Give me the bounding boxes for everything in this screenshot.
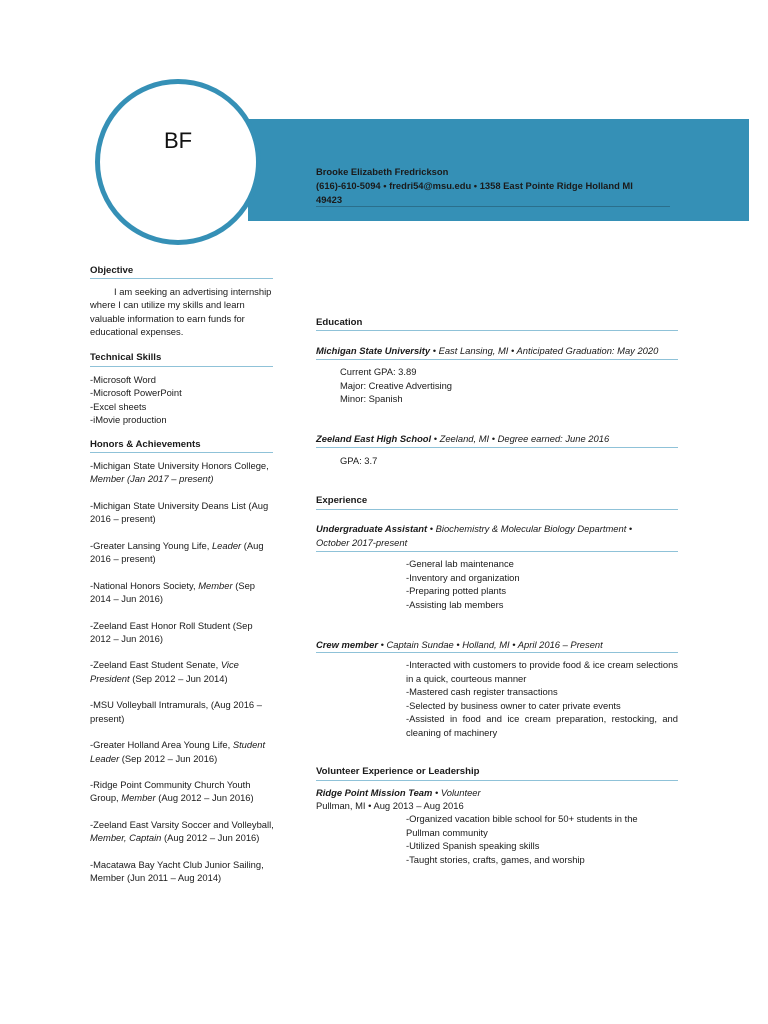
volunteer-duties: -Organized vacation bible school for 50+ students in the Pullman community -Utilized Spanish speaking skills -Taught stories, crafts, games, and worship — [406, 813, 638, 865]
contact-divider — [316, 206, 670, 207]
honor-item: -Macatawa Bay Yacht Club Junior Sailing, Member (Jun 2011 – Aug 2014) — [90, 858, 264, 884]
contact-line-1: (616)-610-5094 • fredri54@msu.edu • 1358 East Pointe Ridge Holland MI — [316, 180, 633, 191]
honor-item: -Greater Holland Area Young Life, Student Leader (Sep 2012 – Jun 2016) — [90, 739, 266, 764]
honor-item: -Zeeland East Student Senate, Vice President (Sep 2012 – Jun 2014) — [90, 659, 239, 684]
skill-item: -Excel sheets — [90, 400, 147, 412]
skill-item: -Microsoft Word — [90, 374, 156, 385]
honor-item: -Zeeland East Varsity Soccer and Volleyball, Member, Captain (Aug 2012 – Jun 2016) — [90, 819, 274, 844]
skills-rule — [90, 366, 273, 367]
skill-item: -iMovie production — [90, 413, 167, 425]
msu-details: Current GPA: 3.89 Major: Creative Advertising Minor: Spanish — [340, 366, 453, 404]
honor-item: -Michigan State University Deans List (Aug 2016 – present) — [90, 499, 269, 525]
objective-heading: Objective — [90, 265, 134, 276]
honor-item: -MSU Volleyball Intramurals, (Aug 2016 – present) — [90, 699, 262, 724]
job1-entry: Undergraduate Assistant • Biochemistry & Molecular Biology Department • October 2017-present — [316, 523, 633, 548]
zehs-entry: Zeeland East High School • Zeeland, MI • Degree earned: June 2016 — [316, 433, 610, 444]
contact-line-2: 49423 — [316, 194, 343, 205]
experience-heading: Experience — [316, 495, 368, 506]
initials: BF — [163, 128, 193, 153]
honors-rule — [90, 452, 273, 453]
honor-item: -Michigan State University Honors College, Member (Jan 2017 – present) — [90, 460, 269, 485]
honor-item: -Zeeland East Honor Roll Student (Sep 2012 – Jun 2016) — [90, 619, 253, 644]
objective-text: I am seeking an advertising internship where I can utilize my skills and learn valuable information to earn funds for educational expenses. — [90, 286, 272, 337]
msu-rule — [316, 359, 678, 360]
volunteer-rule — [316, 780, 678, 781]
honors-list — [90, 459, 276, 898]
job2-rule — [316, 652, 678, 653]
zehs-details: GPA: 3.7 — [340, 455, 378, 466]
volunteer-heading: Volunteer Experience or Leadership — [316, 766, 480, 777]
skill-item: -Microsoft PowerPoint — [90, 387, 182, 399]
job1-duties: -General lab maintenance -Inventory and organization -Preparing potted plants -Assisting lab members — [406, 558, 520, 610]
honor-item: -Greater Lansing Young Life, Leader (Aug 2016 – present) — [90, 539, 264, 565]
education-rule — [316, 330, 678, 331]
honor-item: -National Honors Society, Member (Sep 2014 – Jun 2016) — [90, 579, 256, 604]
job2-duties: -Interacted with customers to provide food & ice cream selections in a quick, courteous manner -Mastered cash register transactions -Selected by business owner to cater private events -Assisted in food and ice cream preparation, restocking, and cleaning of machinery — [406, 659, 678, 738]
msu-entry: Michigan State University • East Lansing, MI • Anticipated Graduation: May 2020 — [316, 345, 659, 356]
volunteer-team: Ridge Point Mission Team • Volunteer — [316, 787, 481, 798]
objective-rule — [90, 278, 273, 279]
zehs-rule — [316, 447, 678, 448]
experience-rule — [316, 509, 678, 510]
initials-circle — [95, 79, 261, 245]
honor-item: -Ridge Point Community Church Youth Group, Member (Aug 2012 – Jun 2016) — [90, 779, 254, 804]
job2-entry: Crew member • Captain Sundae • Holland, MI • April 2016 – Present — [316, 639, 603, 650]
education-heading: Education — [316, 317, 363, 328]
job1-rule — [316, 551, 678, 552]
skills-heading: Technical Skills — [90, 352, 162, 363]
skills-list — [90, 373, 274, 426]
honors-heading: Honors & Achievements — [90, 439, 201, 450]
applicant-name: Brooke Elizabeth Fredrickson — [316, 166, 449, 177]
contact-block — [316, 165, 671, 207]
volunteer-location: Pullman, MI • Aug 2013 – Aug 2016 — [316, 800, 464, 811]
